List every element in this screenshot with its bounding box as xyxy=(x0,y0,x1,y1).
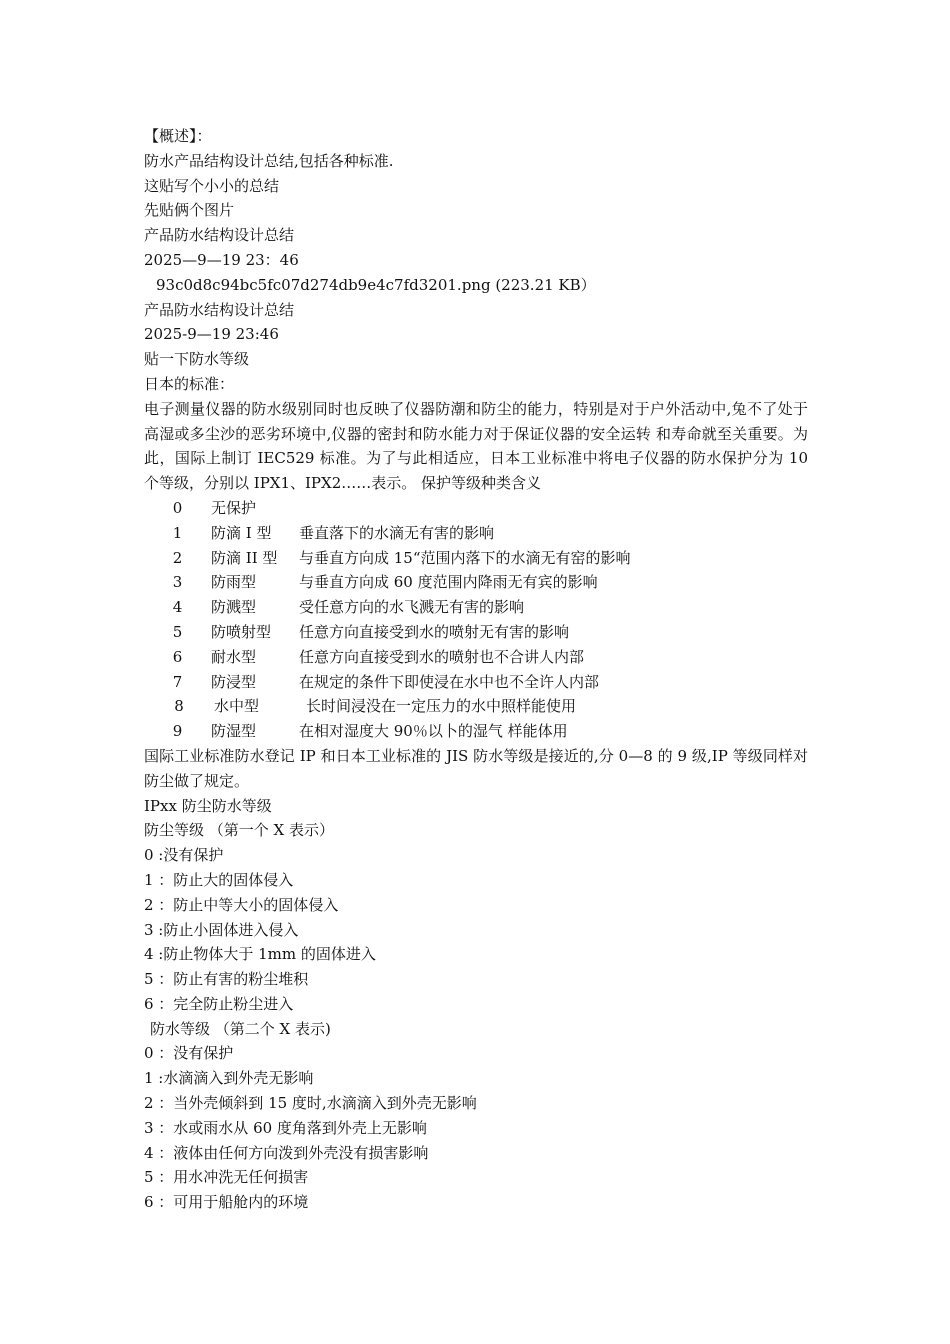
grade-number: 9 xyxy=(172,722,183,741)
grade-type: 防喷射型 xyxy=(211,622,272,641)
intro-line: 先贴俩个图片 xyxy=(144,201,235,220)
grade-description: 垂直落下的水滴无有害的影响 xyxy=(299,523,495,542)
japan-standard-paragraph: 电子测量仪器的防水级别同时也反映了仪器防潮和防尘的能力，特别是对于户外活动中,兔不了处于高湿或多尘沙的恶劣环境中,仪器的密封和防水能力对于保证仪器的安全运转 和寿命就至关重要。为此，国际上制订 IEC529 标准。为了与此相适应，日本工业标准中将电子仪器的防水保护分为 10 个等级，分别以 IPX1、IPX2……表示。 保护等级种类含义 xyxy=(144,399,808,493)
jis-grade-row xyxy=(144,645,808,670)
jis-grade-row xyxy=(144,595,808,620)
grade-description: 任意方向直接受到水的喷射无有害的影响 xyxy=(299,622,570,641)
grade-number: 0 xyxy=(172,498,183,517)
dust-level-item: 3 :防止小固体进入侵入 xyxy=(144,920,299,939)
grade-type: 防溅型 xyxy=(211,598,257,617)
grade-description: 在相对湿度大 90％以卜的湿气 样能体用 xyxy=(299,722,568,741)
grade-type: 水中型 xyxy=(214,697,260,716)
jis-grade-row xyxy=(144,496,808,521)
intro-line: 产品防水结构设计总结 xyxy=(144,226,295,245)
grade-number: 8 xyxy=(174,697,184,716)
grade-number: 2 xyxy=(172,548,183,567)
water-level-item: 1 :水滴滴入到外壳无影响 xyxy=(144,1069,314,1088)
overview-heading: 【概述】： xyxy=(144,127,212,145)
water-level-item: 2 ：当外壳倾斜到 15 度时,水滴滴入到外壳无影响 xyxy=(144,1094,477,1113)
japan-standard-heading: 日本的标准： xyxy=(144,374,235,393)
water-level-item: 3 ：水或雨水从 60 度角落到外壳上无影响 xyxy=(144,1118,427,1137)
water-level-title: 防水等级 （第二个 X 表示) xyxy=(150,1019,331,1038)
grade-type: 防滴 II 型 xyxy=(211,548,278,567)
jis-grade-row xyxy=(144,694,808,719)
jis-grade-list xyxy=(144,496,808,744)
dust-level-title: 防尘等级 （第一个 X 表示） xyxy=(144,821,334,840)
jis-grade-row xyxy=(144,620,808,645)
water-level-item: 5 ：用水冲洗无任何损害 xyxy=(144,1168,309,1187)
grade-type: 防浸型 xyxy=(211,672,257,691)
grade-number: 7 xyxy=(172,672,183,691)
jis-grade-row xyxy=(144,719,808,744)
post-title: 产品防水结构设计总结 xyxy=(144,300,295,319)
grade-type: 耐水型 xyxy=(211,647,257,666)
grade-description: 受任意方向的水飞溅无有害的影响 xyxy=(299,598,525,617)
grade-description: 在规定的条件下即使浸在水中也不全许人内部 xyxy=(299,672,600,691)
grade-number: 3 xyxy=(172,573,183,592)
attachment-file-line: 93c0d8c94bc5fc07d274db9e4c7fd3201.png (223.21 KB） xyxy=(156,275,596,294)
jis-grade-row xyxy=(144,521,808,546)
jis-grade-row xyxy=(144,546,808,571)
grade-type: 防滴 I 型 xyxy=(211,523,272,542)
grade-type: 防湿型 xyxy=(211,722,257,741)
grade-number: 5 xyxy=(172,622,183,641)
water-level-item: 6 ：可用于船舱内的环境 xyxy=(144,1193,309,1212)
dust-level-item: 1 ：防止大的固体侵入 xyxy=(144,870,294,889)
jis-grade-row xyxy=(144,570,808,595)
dust-level-item: 4 :防止物体大于 1mm 的固体进入 xyxy=(144,945,376,964)
dust-level-item: 5 ：防止有害的粉尘堆积 xyxy=(144,970,309,989)
grade-number: 1 xyxy=(172,523,183,542)
grade-number: 6 xyxy=(172,647,183,666)
water-level-item: 4 ：液体由任何方向泼到外壳没有损害影响 xyxy=(144,1143,429,1162)
water-level-item: 0 ：没有保护 xyxy=(144,1044,234,1063)
dust-level-item: 2 ：防止中等大小的固体侵入 xyxy=(144,895,339,914)
grade-type: 无保护 xyxy=(211,498,257,517)
grade-description: 与垂直方向成 15“范围内落下的水滴无有窑的影响 xyxy=(299,548,631,567)
grade-description: 长时间浸没在一定压力的水中照样能使用 xyxy=(306,697,577,716)
dust-level-item: 6 ：完全防止粉尘进入 xyxy=(144,994,294,1013)
grade-description: 任意方向直接受到水的喷射也不合讲人内部 xyxy=(299,647,585,666)
intro-date: 2025—9—19 23：46 xyxy=(144,250,299,269)
grade-type: 防雨型 xyxy=(211,573,257,592)
grade-description: 与垂直方向成 60 度范围内降雨无有宾的影响 xyxy=(299,573,598,592)
jis-grade-row xyxy=(144,670,808,695)
post-date: 2025-9—19 23:46 xyxy=(144,325,279,344)
ipxx-title: IPxx 防尘防水等级 xyxy=(144,796,272,815)
post-line: 贴一下防水等级 xyxy=(144,350,250,369)
document-page xyxy=(144,124,808,1215)
grade-number: 4 xyxy=(172,598,183,617)
dust-level-item: 0 :没有保护 xyxy=(144,846,224,865)
grade-description xyxy=(299,496,808,521)
ip-standard-paragraph: 国际工业标准防水登记 IP 和日本工业标准的 JIS 防水等级是接近的,分 0—8 的 9 级,IP 等级同样对防尘做了规定。 xyxy=(144,746,808,790)
intro-line: 防水产品结构设计总结,包括各种标准. xyxy=(144,151,394,170)
intro-line: 这贴写个小小的总结 xyxy=(144,176,280,195)
